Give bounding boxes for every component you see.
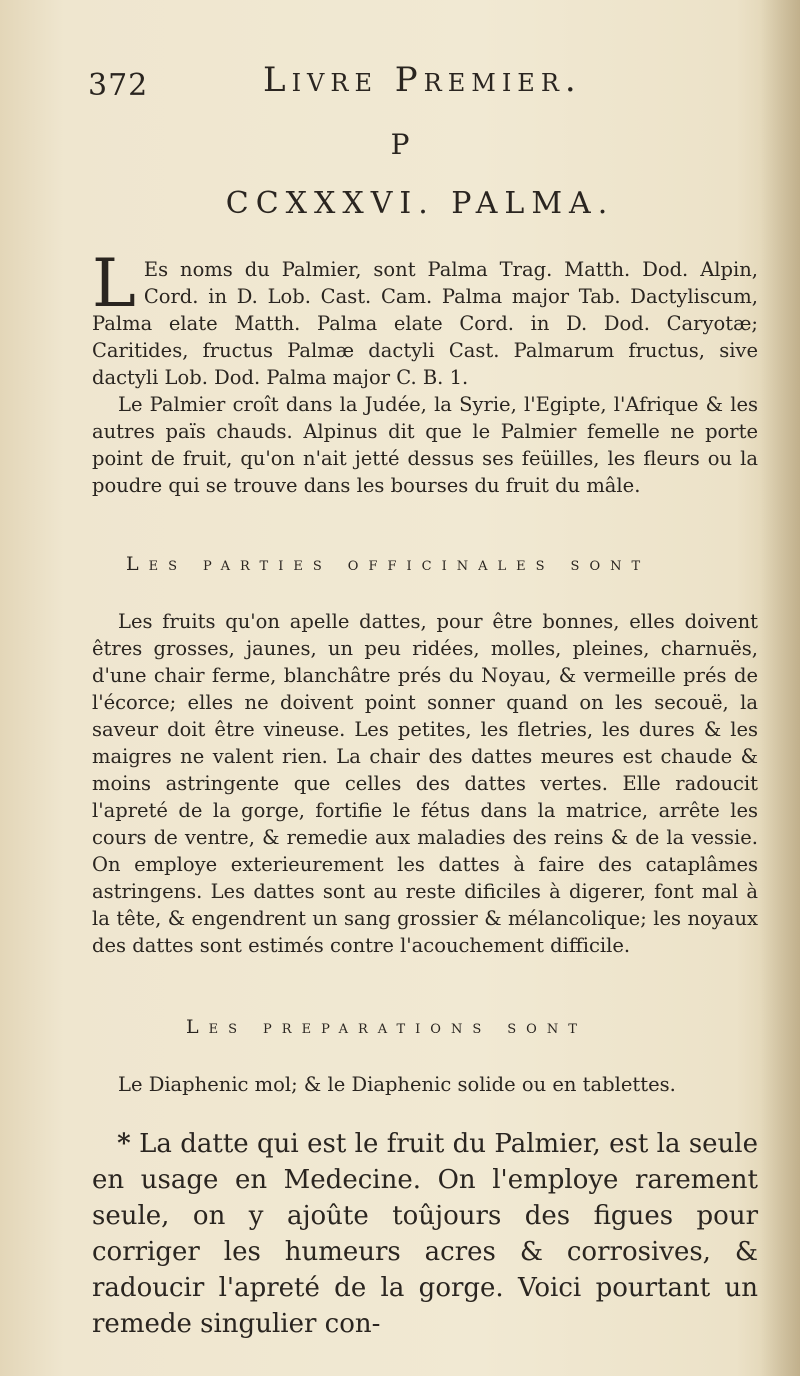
habitat-paragraph: Le Palmier croît dans la Judée, la Syrie, l'Egipte, l'Afrique & les autres païs chauds. Alpinus dit que le Palmier femelle ne porte point de fruit, qu'on n'ait jetté dessus ses feüilles, les fleurs ou la poudre qui se trouve dans les bourses du fruit du mâle. bbox=[92, 393, 758, 497]
officinal-parts-paragraph: Les fruits qu'on apelle dattes, pour être bonnes, elles doivent êtres grosses, jaunes, un peu ridées, molles, pleines, charnuës, d'une chair ferme, blanchâtre prés du Noyau, & vermeille prés de l'écorce; elles ne doivent point sonner quand on les secouë, la saveur doit être vineuse. Les petites, les fletries, les dures & les maigres ne valent rien. La chair des dattes meures est chaude & moins astringente que celles des dattes vertes. Elle radoucit l'apreté de la gorge, fortifie le fétus dans la matrice, arrête les cours de ventre, & remedie aux maladies des reins & de la vessie. On employe exterieurement les dattes à faire des cataplâmes astringens. Les dattes sont au reste dificiles à digerer, font mal à la tête, & engendrent un sang grossier & mélancolique; les noyaux des dattes sont estimés contre l'acouchement difficile. bbox=[92, 610, 758, 957]
intro-paragraph bbox=[92, 245, 758, 391]
page-header bbox=[88, 60, 728, 110]
preparations-section bbox=[92, 1071, 758, 1098]
intro-section bbox=[92, 245, 758, 499]
subhead-preparations: Les preparations sont bbox=[186, 1016, 587, 1038]
section-letter: P bbox=[390, 128, 410, 161]
drop-cap: L bbox=[92, 245, 136, 322]
page-number: 372 bbox=[88, 68, 149, 103]
preparations-paragraph: Le Diaphenic mol; & le Diaphenic solide ou en tablettes. bbox=[118, 1073, 676, 1096]
officinal-parts-section bbox=[92, 608, 758, 959]
note-section bbox=[92, 1126, 758, 1342]
running-head: Livre Premier. bbox=[263, 60, 582, 100]
subhead-officinal-parts: Les parties officinales sont bbox=[126, 553, 651, 575]
intro-text: Es noms du Palmier, sont Palma Trag. Matth. Dod. Alpin, Cord. in D. Lob. Cast. Cam. Palma major Tab. Dactyliscum, Palma elate Matth. Palma elate Cord. in D. Dod. Caryotæ; Caritides, fructus Palmæ dactyli Cast. Palmarum fructus, sive dactyli Lob. Dod. Palma major C. B. 1. bbox=[92, 258, 758, 389]
chapter-title: CCXXXVI. PALMA. bbox=[225, 186, 615, 221]
asterisk-mark: * bbox=[117, 1129, 131, 1159]
note-text: La datte qui est le fruit du Palmier, est la seule en usage en Medecine. On l'employe rarement seule, on y ajoûte toûjours des figues pour corriger les humeurs acres & corrosives, & radoucir l'apreté de la gorge. Voici pourtant un remede singulier con- bbox=[92, 1129, 759, 1339]
note-paragraph bbox=[92, 1126, 758, 1342]
